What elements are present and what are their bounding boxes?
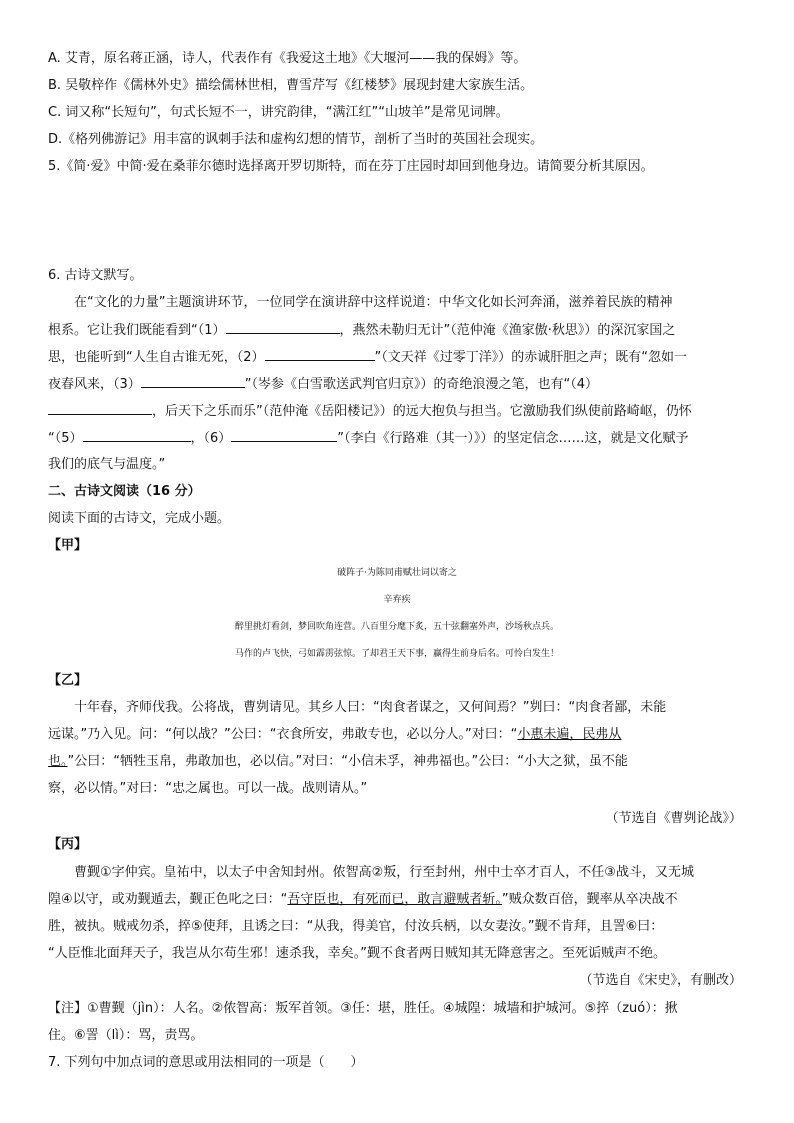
yi-line-4: 察，必以情。”对曰：“忠之属也。可以一战。战则请从。” [48,781,368,796]
poem-author: 辛弃疾 [383,595,411,605]
yi-line-2a: 远谋。”乃入见。问：“何以战？”公曰：“衣食所安，弗敢专也，必以分人。”对曰：“ [48,727,518,742]
q6-line-2a: 根系。它让我们既能看到“（1） [48,323,226,338]
bing-line-4: “人臣惟北面拜天子，我岂从尔苟生邪！速杀我，幸矣。”觐不食者两日贼知其无降意害之。至死诟贼声不绝。 [48,946,666,961]
q5-question: 5.《简·爱》中简·爱在桑菲尔德时选择离开罗切斯特，而在芬丁庄园时却回到他身边。请简要分析其原因。 [48,159,654,174]
yi-underlined-sentence-a: 小惠未遍，民弗从 [517,727,622,742]
yi-line-2 [48,726,621,744]
q4-option-d: D.《格列佛游记》用丰富的讽刺手法和虚构幻想的情节，剖析了当时的英国社会现实。 [48,132,544,147]
q6-line-1: 在“文化的力量”主题演讲环节，一位同学在演讲辞中这样说道：中华文化如长河奔涌，滋养着民族的精神 [74,295,673,310]
q6-line-4 [48,375,598,394]
bing-source: （节选自《宋史》，有删改） [579,973,742,988]
q4-option-b: B. 吴敬梓作《儒林外史》描绘儒林世相，曹雪芹写《红楼梦》展现封建大家族生活。 [48,78,534,93]
label-yi: 【乙】 [48,673,88,688]
answer-blank-5[interactable] [83,429,191,442]
section-intro: 阅读下面的古诗文，完成小题。 [48,511,231,526]
answer-blank-4[interactable] [48,402,152,415]
q6-line-4b: ”（岑参《白雪歌送武判官归京》）的奇绝浪漫之笔，也有“（4） [244,377,599,392]
yi-line-1: 十年春，齐师伐我。公将战，曹刿请见。其乡人曰：“肉食者谋之，又何间焉？”刿曰：“肉食者鄙，未能 [74,700,667,715]
section-heading: 二、古诗文阅读（16 分） [48,484,201,499]
yi-line-3 [48,753,628,771]
notes-line-2: 住。⑥詈（lì）：骂，责骂。 [48,1028,204,1043]
q4-option-a: A. 艾青，原名蒋正涵，诗人，代表作有《我爱这土地》《大堰河——我的保姆》等。 [48,51,527,66]
q6-line-6b: ，（6） [190,431,232,446]
bing-line-2 [48,891,678,909]
answer-blank-1[interactable] [226,321,340,334]
q6-line-5 [48,402,692,421]
q6-line-2 [48,321,675,340]
yi-underlined-sentence-b: 也。 [48,754,68,769]
notes-line-1: 【注】①曹觐（jìn）：人名。②侬智高：叛军首领。③任：堪，胜任。④城隍：城墙和护城河。⑤捽（zuó）：揪 [48,1001,678,1016]
q6-line-3b: ”（文天祥《过零丁洋》）的赤诚肝胆之声；既有“忽如一 [374,350,687,365]
q6-line-5b: ，后天下之乐而乐”（范仲淹《岳阳楼记》）的远大抱负与担当。它激励我们纵使前路崎岖，仍怀 [152,404,692,419]
bing-line-1: 曹觐①字仲宾。皇祐中，以太子中舍知封州。侬智高②叛，行至封州，州中士卒才百人，不任③战斗，又无城 [74,865,694,880]
bing-underlined-sentence: 吾守臣也，有死而已，敢言避贼者斩。 [287,892,502,907]
bing-line-2b: ”贼众数百倍，觐率从卒决战不 [501,892,678,907]
q6-line-4a: 夜春风来，（3） [48,377,141,392]
q7-question: 7. 下列句中加点词的意思或用法相同的一项是（ ） [48,1055,364,1070]
bing-line-2a: 隍④以守，或劝觐遁去，觐正色叱之曰：“ [48,892,288,907]
q6-line-6a: “（5） [48,431,83,446]
label-bing: 【丙】 [48,837,88,852]
yi-line-3b: ”公曰：“牺牲玉帛，弗敢加也，必以信。”对曰：“小信未孚，神弗福也。”公曰：“小大之狱，虽不能 [67,754,628,769]
q6-title: 6. 古诗文默写。 [48,268,143,283]
q6-line-6c: ”（李白《行路难（其一）》）的坚定信念……这，就是文化赋予 [337,431,689,446]
answer-blank-6[interactable] [231,429,337,442]
answer-blank-3[interactable] [141,375,245,388]
yi-source: （节选自《曹刿论战》） [605,811,742,826]
poem-title: 破阵子·为陈同甫赋壮词以寄之 [337,568,457,578]
bing-line-3: 胜，被执。贼戒勿杀，捽⑤使拜，且诱之曰：“从我，得美官，付汝兵柄，以女妻汝。”觐不肯拜，且詈⑥曰： [48,919,664,934]
answer-blank-2[interactable] [265,348,375,361]
poem-line-1: 醉里挑灯看剑，梦回吹角连营。八百里分麾下炙，五十弦翻塞外声，沙场秋点兵。 [234,622,559,632]
q6-line-7: 我们的底气与温度。” [48,457,166,472]
label-jia: 【甲】 [48,538,88,553]
q6-line-3a: 思，也能听到“人生自古谁无死，（2） [48,350,265,365]
poem-line-2: 马作的卢飞快，弓如霹雳弦惊。了却君王天下事，赢得生前身后名。可怜白发生！ [234,649,559,659]
q6-line-6 [48,429,689,448]
q6-line-2b: ，燕然未勒归无计”（范仲淹《渔家傲·秋思》）的深沉家国之 [339,323,676,338]
q4-option-c: C. 词又称“长短句”，句式长短不一，讲究韵律，“满江红”“山坡羊”是常见词牌。 [48,105,509,120]
q6-line-3 [48,348,687,367]
